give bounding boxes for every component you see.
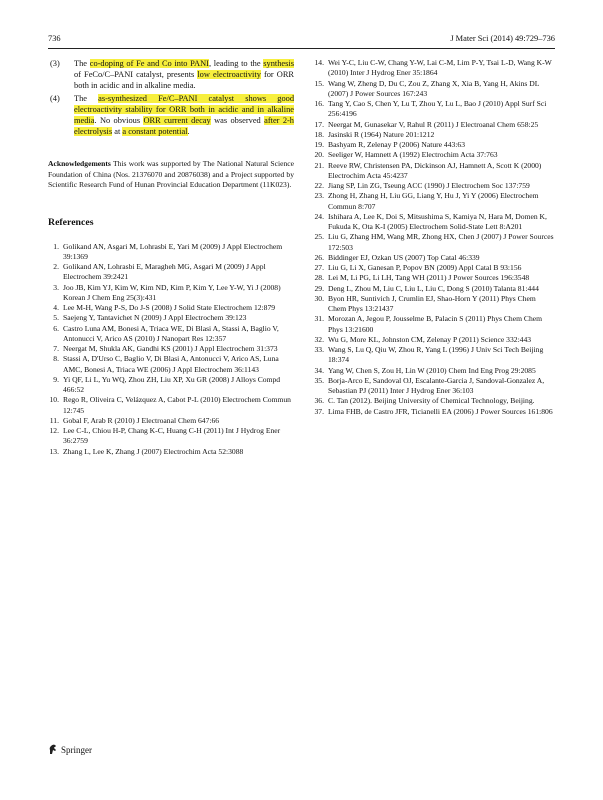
reference-text: Yang W, Chen S, Zou H, Lin W (2010) Chem Ind Eng Prog 29:2085 bbox=[328, 365, 536, 375]
reference-item bbox=[313, 99, 555, 120]
reference-number: 3. bbox=[53, 282, 59, 292]
text-run: for ORR both in acidic and in alkaline media. bbox=[74, 70, 294, 91]
reference-text: Lee M-H, Wang P-S, Do J-S (2008) J Solid State Electrochem 12:879 bbox=[63, 303, 276, 313]
reference-item bbox=[313, 150, 555, 160]
reference-number: 16. bbox=[314, 99, 324, 108]
text-run: at bbox=[112, 127, 123, 137]
reference-number: 36. bbox=[314, 396, 324, 406]
reference-text: Liu G, Zhang HM, Wang MR, Zhong HX, Chen J (2007) J Power Sources 172:503 bbox=[328, 232, 554, 252]
page-number: 736 bbox=[48, 34, 61, 43]
conclusion-item bbox=[48, 58, 294, 92]
reference-number: 31. bbox=[314, 314, 324, 324]
reference-item bbox=[48, 262, 294, 283]
reference-text: Bashyam R, Zelenay P (2006) Nature 443:63 bbox=[328, 140, 466, 149]
reference-number: 13. bbox=[49, 446, 59, 456]
reference-item bbox=[313, 345, 555, 366]
reference-text: Joo JB, Kim YJ, Kim W, Kim ND, Kim P, Kim Y, Lee Y-W, Yi J (2008) Korean J Chem Eng 25(3):431 bbox=[63, 282, 281, 302]
reference-item bbox=[48, 344, 294, 354]
conclusions-list bbox=[48, 58, 294, 137]
reference-text: Wu G, More KL, Johnston CM, Zelenay P (2011) Science 332:443 bbox=[328, 334, 532, 344]
reference-number: 26. bbox=[314, 252, 324, 262]
left-column bbox=[48, 58, 294, 457]
reference-text: Neergat M, Gunasekar V, Rahul R (2011) J Electroanal Chem 658:25 bbox=[328, 119, 539, 129]
reference-item bbox=[48, 375, 294, 396]
reference-number: 12. bbox=[49, 426, 59, 436]
reference-item bbox=[313, 120, 555, 130]
reference-number: 33. bbox=[314, 345, 324, 354]
reference-item bbox=[48, 426, 294, 447]
reference-text: Jiang SP, Lin ZG, Tseung ACC (1990) J Electrochem Soc 137:759 bbox=[328, 181, 530, 190]
acknowledgements-heading: Acknowledgements bbox=[48, 159, 111, 169]
reference-item bbox=[313, 376, 555, 397]
reference-text: Biddinger EJ, Ozkan US (2007) Top Catal 46:339 bbox=[328, 252, 480, 262]
reference-text: Zhang L, Lee K, Zhang J (2007) Electrochim Acta 52:3088 bbox=[63, 446, 244, 456]
reference-number: 11. bbox=[49, 415, 59, 425]
conclusion-number: (4) bbox=[50, 93, 60, 103]
reference-item bbox=[313, 79, 555, 100]
reference-number: 15. bbox=[314, 78, 324, 88]
reference-item bbox=[313, 140, 555, 150]
reference-text: Gobal F, Arab R (2010) J Electroanal Chem 647:66 bbox=[63, 415, 220, 425]
page-header bbox=[48, 34, 555, 49]
reference-text: Borja-Arco E, Sandoval OJ, Escalante-Garcia J, Sandoval-Gonzalez A, Sebastian PJ (2011) Inter J Hydrog Ener 36:103 bbox=[328, 375, 545, 395]
reference-number: 18. bbox=[314, 129, 324, 139]
reference-item bbox=[48, 303, 294, 313]
reference-item bbox=[313, 294, 555, 315]
reference-number: 29. bbox=[314, 283, 324, 293]
reference-item bbox=[313, 407, 555, 417]
reference-text: Stassi A, D'Urso C, Baglio V, Di Blasi A, Antonucci V, Arico AS, Luna AMC, Bonesi A, Triaca WE (2006) J Appl Electrochem 36:1143 bbox=[63, 354, 279, 374]
reference-text: Wang S, Lu Q, Qiu W, Zhou R, Yang L (1996) J Univ Sci Tech Beijing 18:374 bbox=[328, 345, 544, 365]
reference-number: 17. bbox=[314, 119, 324, 129]
reference-text: Castro Luna AM, Bonesi A, Triaca WE, Di Blasi A, Stassi A, Baglio V, Antonucci V, Arico AS (2010) J Nanopart Res 12:357 bbox=[63, 323, 279, 343]
reference-text: Yi QF, Li L, Yu WQ, Zhou ZH, Liu XP, Xu GR (2008) J Alloys Compd 466:52 bbox=[63, 374, 281, 395]
reference-item bbox=[313, 191, 555, 212]
references-list-left bbox=[48, 242, 294, 457]
highlighted-text: ORR current decay bbox=[143, 116, 211, 126]
references-heading: References bbox=[48, 216, 94, 228]
reference-text: Lei M, Li PG, Li LH, Tang WH (2011) J Power Sources 196:3548 bbox=[328, 273, 530, 283]
reference-text: Deng L, Zhou M, Liu C, Liu L, Liu C, Dong S (2010) Talanta 81:444 bbox=[328, 283, 539, 293]
reference-item bbox=[313, 366, 555, 376]
reference-number: 37. bbox=[314, 406, 324, 416]
reference-text: Seeliger W, Hamnett A (1992) Electrochim Acta 37:763 bbox=[328, 150, 498, 160]
reference-text: Lima FHB, de Castro JFR, Ticianelli EA (2006) J Power Sources 161:806 bbox=[328, 406, 553, 416]
conclusion-number: (3) bbox=[50, 59, 60, 68]
reference-text: Wang W, Zheng D, Du C, Zou Z, Zhang X, Xia B, Yang H, Akins DL (2007) J Power Sources 167:243 bbox=[328, 78, 540, 98]
highlighted-text: co-doping of Fe and Co into PANI bbox=[89, 59, 209, 68]
reference-number: 34. bbox=[314, 365, 324, 375]
reference-number: 22. bbox=[314, 181, 324, 190]
reference-number: 5. bbox=[53, 313, 59, 323]
reference-text: Rego R, Oliveira C, Velázquez A, Cabot P-L (2010) Electrochem Commun 12:745 bbox=[63, 395, 291, 415]
reference-number: 10. bbox=[49, 395, 59, 405]
reference-item bbox=[313, 161, 555, 182]
reference-text: Wei Y-C, Liu C-W, Chang Y-W, Lai C-M, Lim P-Y, Tsai L-D, Wang K-W (2010) Inter J Hydrog Ener 35:1864 bbox=[328, 58, 552, 78]
text-run: . bbox=[187, 127, 190, 137]
reference-item bbox=[313, 130, 555, 140]
reference-number: 6. bbox=[53, 323, 59, 333]
reference-number: 30. bbox=[314, 293, 324, 303]
springer-horse-icon bbox=[48, 744, 58, 755]
reference-item bbox=[313, 58, 555, 79]
reference-text: Golikand AN, Lohrasbi E, Maragheh MG, Asgari M (2009) J Appl Electrochem 39:2421 bbox=[63, 262, 266, 282]
reference-text: C. Tan (2012). Beijing University of Chemical Technology, Beijing. bbox=[328, 396, 535, 406]
journal-citation: J Mater Sci (2014) 49:729–736 bbox=[450, 34, 555, 43]
reference-number: 7. bbox=[53, 344, 59, 354]
reference-item bbox=[313, 253, 555, 263]
reference-item bbox=[313, 181, 555, 191]
reference-number: 9. bbox=[53, 374, 59, 384]
reference-number: 23. bbox=[314, 191, 324, 201]
reference-text: Liu G, Li X, Ganesan P, Popov BN (2009) Appl Catal B 93:156 bbox=[328, 263, 522, 272]
highlighted-text: as-synthesized Fe/C–PANI catalyst shows good electroactivity stability for ORR both in acidic and in alkaline media bbox=[74, 93, 295, 126]
reference-text: Reeve RW, Christensen PA, Dickinson AJ, Hamnett A, Scott K (2000) Electrochim Acta 45:4237 bbox=[328, 160, 542, 180]
reference-item bbox=[313, 314, 555, 335]
reference-text: Tang Y, Cao S, Chen Y, Lu T, Zhou Y, Lu L, Bao J (2010) Appl Surf Sci 256:4196 bbox=[328, 99, 547, 119]
reference-item bbox=[48, 313, 294, 323]
reference-number: 24. bbox=[314, 211, 324, 221]
text-run: of FeCo/C–PANI catalyst, presents bbox=[74, 70, 198, 80]
publisher-name: Springer bbox=[61, 744, 92, 755]
page-footer bbox=[48, 744, 92, 755]
reference-text: Zhong H, Zhang H, Liu GG, Liang Y, Hu J, Yi Y (2006) Electrochem Commun 8:707 bbox=[328, 191, 539, 211]
reference-text: Morozan A, Jegou P, Jousselme B, Palacin S (2011) Phys Chem Chem Phys 13:21600 bbox=[328, 314, 543, 334]
reference-item bbox=[313, 396, 555, 406]
reference-number: 8. bbox=[53, 354, 59, 364]
reference-number: 20. bbox=[314, 150, 324, 160]
reference-item bbox=[48, 447, 294, 457]
highlighted-text: a constant potential bbox=[122, 127, 188, 137]
acknowledgements bbox=[48, 159, 294, 190]
reference-item bbox=[313, 212, 555, 233]
reference-number: 19. bbox=[314, 140, 324, 149]
reference-text: Jasinski R (1964) Nature 201:1212 bbox=[328, 129, 435, 139]
reference-item bbox=[313, 284, 555, 294]
reference-item bbox=[48, 395, 294, 416]
references-list-right bbox=[313, 58, 555, 417]
right-column bbox=[313, 58, 555, 417]
reference-item bbox=[313, 335, 555, 345]
text-run: The bbox=[74, 93, 99, 103]
reference-number: 25. bbox=[314, 232, 324, 242]
reference-text: Saejeng Y, Tantavichet N (2009) J Appl Electrochem 39:123 bbox=[63, 313, 247, 323]
reference-number: 32. bbox=[314, 334, 324, 344]
reference-number: 28. bbox=[314, 273, 324, 283]
text-run: was observed bbox=[210, 116, 265, 126]
reference-item bbox=[48, 354, 294, 375]
reference-item bbox=[313, 273, 555, 283]
reference-text: Golikand AN, Asgari M, Lohrasbi E, Yari M (2009) J Appl Electrochem 39:1369 bbox=[63, 241, 283, 261]
reference-number: 4. bbox=[53, 303, 59, 313]
reference-number: 27. bbox=[314, 263, 324, 272]
reference-number: 2. bbox=[53, 262, 59, 272]
reference-text: Lee C-L, Chiou H-P, Chang K-C, Huang C-H (2011) Int J Hydrog Ener 36:2759 bbox=[63, 426, 281, 446]
reference-number: 21. bbox=[314, 160, 324, 170]
reference-item bbox=[48, 324, 294, 345]
highlighted-text: synthesis bbox=[263, 59, 294, 68]
text-run: , leading to the bbox=[208, 59, 264, 68]
highlighted-text: low electroactivity bbox=[197, 70, 261, 80]
conclusion-item bbox=[48, 93, 294, 138]
reference-item bbox=[313, 263, 555, 273]
reference-item bbox=[313, 232, 555, 253]
highlighted-text: after 2-h electrolysis bbox=[74, 116, 294, 137]
reference-text: Ishihara A, Lee K, Doi S, Mitsushima S, Kamiya N, Hara M, Domen K, Fukuda K, Ota K-I (2005) Electrochem Solid-State Lett 8:A201 bbox=[328, 211, 547, 231]
reference-number: 35. bbox=[314, 375, 324, 385]
reference-item bbox=[48, 283, 294, 304]
reference-text: Neergat M, Shukla AK, Gandhi KS (2001) J Appl Electrochem 31:373 bbox=[63, 344, 278, 354]
reference-item bbox=[48, 416, 294, 426]
text-run: The bbox=[74, 59, 90, 68]
reference-number: 1. bbox=[53, 241, 59, 251]
reference-text: Byon HR, Suntivich J, Crumlin EJ, Shao-Horn Y (2011) Phys Chem Chem Phys 13:21437 bbox=[328, 293, 536, 313]
acknowledgements-text: This work was supported by The National Natural Science Foundation of China (Nos. 21376070 and 20876038) and a Project supported by Scientific Research Fund of Hunan Provincial Education Department (11K023). bbox=[48, 159, 294, 190]
reference-item bbox=[48, 242, 294, 263]
reference-number: 14. bbox=[314, 58, 324, 67]
text-run: . No obvious bbox=[94, 116, 144, 126]
